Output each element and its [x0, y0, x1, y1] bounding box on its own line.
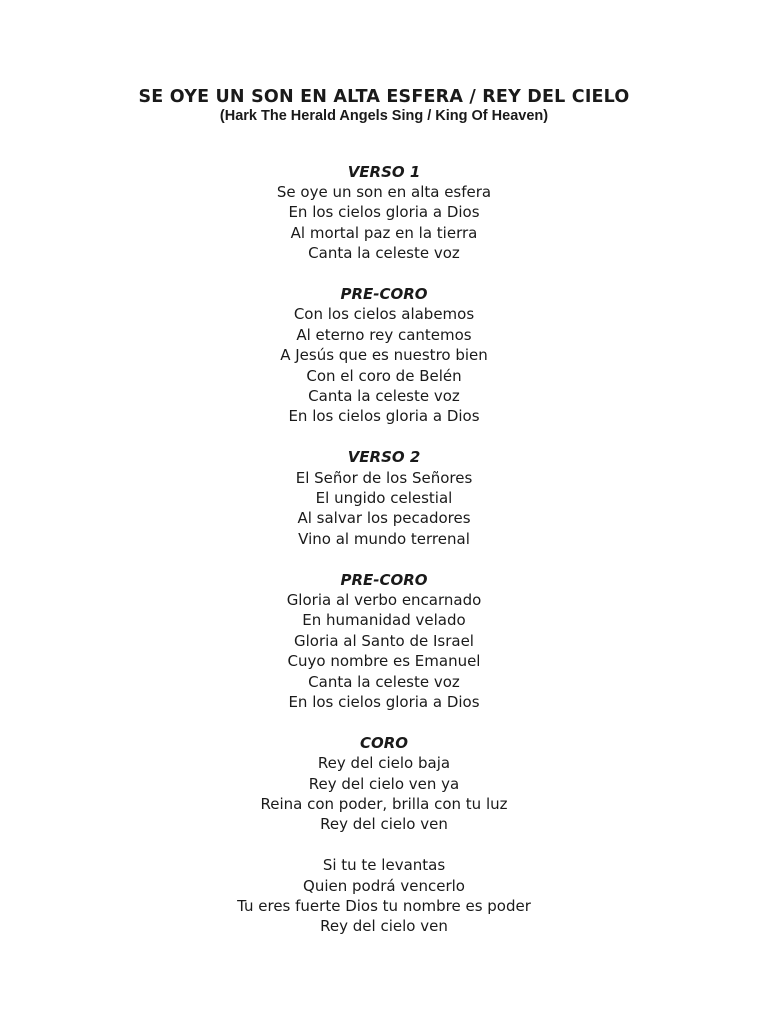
lyric-line: Canta la celeste voz: [308, 386, 460, 405]
section-heading: CORO: [359, 733, 409, 752]
section-pre-chorus-1: [0, 284, 768, 427]
section-heading: VERSO 2: [347, 448, 421, 467]
lyric-line: En los cielos gloria a Dios: [288, 203, 480, 222]
lyric-line: Se oye un son en alta esfera: [276, 182, 492, 201]
lyric-line: Quien podrá vencerlo: [303, 876, 465, 895]
lyric-line: En humanidad velado: [302, 611, 466, 630]
section-verse-2: [0, 447, 768, 549]
lyric-line: En los cielos gloria a Dios: [288, 693, 480, 712]
section-heading: VERSO 1: [347, 162, 421, 181]
lyric-line: Gloria al Santo de Israel: [294, 631, 474, 650]
lyric-line: Al eterno rey cantemos: [296, 325, 472, 344]
lyric-line: En los cielos gloria a Dios: [288, 407, 480, 426]
lyric-line: Con los cielos alabemos: [293, 305, 475, 324]
lyric-line: El ungido celestial: [315, 488, 453, 507]
lyric-line: Rey del cielo baja: [317, 754, 451, 773]
lyrics-body: [0, 162, 768, 958]
section-chorus: [0, 733, 768, 835]
document-subtitle: (Hark The Herald Angels Sing / King Of Heaven): [219, 108, 549, 124]
lyric-line: Tu eres fuerte Dios tu nombre es poder: [237, 897, 531, 916]
section-heading: PRE-CORO: [340, 570, 428, 589]
document-title: SE OYE UN SON EN ALTA ESFERA / REY DEL CIELO: [138, 87, 630, 107]
lyric-line: Al salvar los pecadores: [297, 509, 471, 528]
lyric-line: Si tu te levantas: [322, 856, 446, 875]
section-chorus-continued: [0, 855, 768, 937]
lyric-line: El Señor de los Señores: [295, 468, 473, 487]
lyric-line: Canta la celeste voz: [308, 672, 460, 691]
lyric-line: Gloria al verbo encarnado: [286, 590, 482, 609]
lyric-line: Con el coro de Belén: [306, 366, 462, 385]
lyric-line: Rey del cielo ven: [320, 917, 448, 936]
lyric-line: Rey del cielo ven ya: [308, 774, 460, 793]
lyric-line: Vino al mundo terrenal: [298, 529, 470, 548]
lyric-line: Rey del cielo ven: [320, 815, 448, 834]
lyric-line: Canta la celeste voz: [308, 244, 460, 263]
lyric-line: Cuyo nombre es Emanuel: [287, 652, 481, 671]
lyric-line: Al mortal paz en la tierra: [290, 223, 478, 242]
lyric-line: Reina con poder, brilla con tu luz: [260, 795, 508, 814]
section-pre-chorus-2: [0, 570, 768, 713]
section-heading: PRE-CORO: [340, 284, 428, 303]
section-verse-1: [0, 162, 768, 264]
lyric-line: A Jesús que es nuestro bien: [280, 346, 488, 365]
